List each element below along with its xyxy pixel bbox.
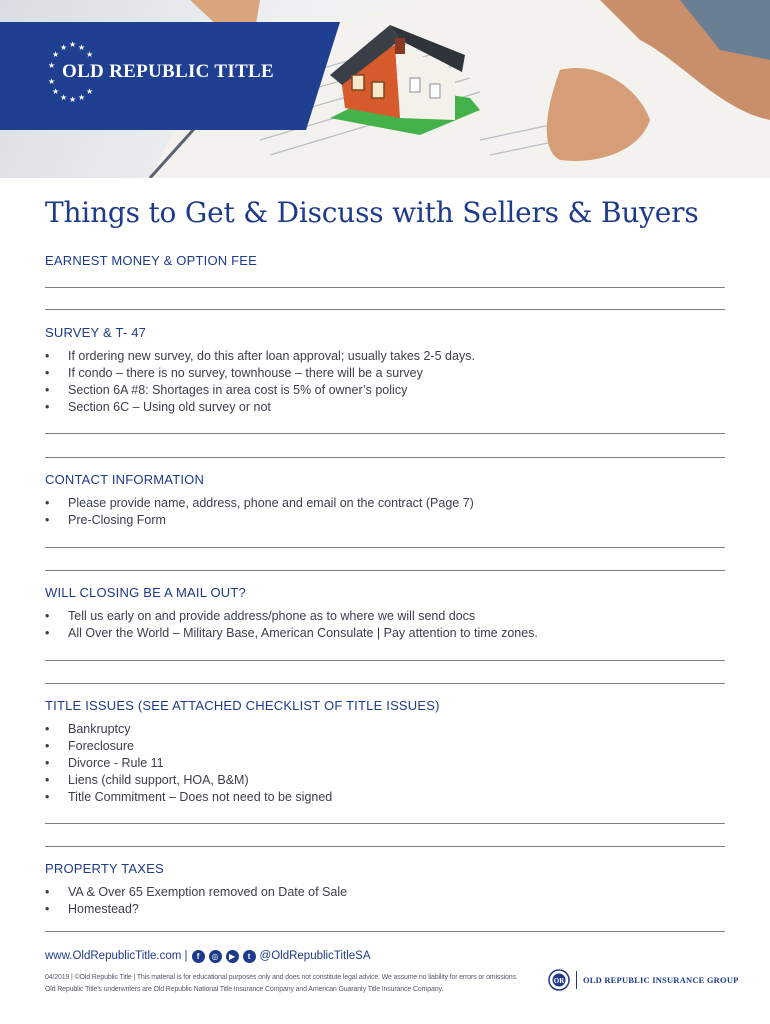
seal-icon bbox=[548, 969, 570, 991]
insurance-group-name: OLD REPUBLIC INSURANCE GROUP bbox=[583, 975, 739, 985]
list-item: • Title Commitment – Does not need to be signed bbox=[45, 789, 725, 806]
website-link[interactable]: www.OldRepublicTitle.com | bbox=[45, 950, 188, 962]
divider bbox=[45, 683, 725, 684]
section-heading: WILL CLOSING BE A MAIL OUT? bbox=[45, 585, 246, 600]
section-heading: CONTACT INFORMATION bbox=[45, 472, 205, 487]
list-item: • If ordering new survey, do this after loan approval; usually takes 2-5 days. bbox=[45, 348, 725, 365]
divider bbox=[45, 433, 725, 434]
svg-text:★: ★ bbox=[60, 43, 68, 52]
disclaimer bbox=[45, 972, 518, 996]
list-item: • Homestead? bbox=[45, 901, 725, 918]
company-logo-text: OLD REPUBLIC TITLE bbox=[62, 61, 274, 82]
divider bbox=[45, 457, 725, 458]
svg-text:★: ★ bbox=[86, 50, 94, 59]
divider bbox=[45, 547, 725, 548]
list-item: • Bankruptcy bbox=[45, 721, 725, 738]
list-item: • Tell us early on and provide address/phone as to where we will send docs bbox=[45, 608, 725, 625]
list-item: • Pre-Closing Form bbox=[45, 512, 725, 529]
twitter-icon[interactable]: t bbox=[243, 950, 256, 963]
bullet-list bbox=[45, 721, 725, 806]
list-item: • VA & Over 65 Exemption removed on Date of Sale bbox=[45, 884, 725, 901]
bullet-list bbox=[45, 348, 725, 416]
instagram-icon[interactable]: ◎ bbox=[209, 950, 222, 963]
svg-text:★: ★ bbox=[78, 93, 86, 102]
svg-text:★: ★ bbox=[52, 50, 60, 59]
bullet-list bbox=[45, 608, 725, 642]
bullet-list bbox=[45, 884, 725, 918]
section-earnest-money bbox=[45, 252, 725, 270]
svg-text:★: ★ bbox=[78, 43, 86, 52]
facebook-icon[interactable]: f bbox=[192, 950, 205, 963]
disclaimer-line: Old Republic Title’s underwriters are Old Republic National Title Insurance Company and American Guaranty Title Insurance Company. bbox=[45, 986, 444, 993]
divider bbox=[45, 309, 725, 310]
hero-image bbox=[0, 0, 770, 178]
section-property-taxes bbox=[45, 860, 725, 918]
disclaimer-line: 04/2019 | ©Old Republic Title | This material is for educational purposes only and does not constitute legal advice. We assume no liability for errors or omissions. bbox=[45, 974, 518, 981]
list-item: • Section 6A #8: Shortages in area cost is 5% of owner’s policy bbox=[45, 382, 725, 399]
divider bbox=[45, 846, 725, 847]
svg-text:★: ★ bbox=[52, 87, 60, 96]
svg-text:OR: OR bbox=[553, 977, 565, 985]
footer-links bbox=[45, 947, 371, 965]
social-handle[interactable]: @OldRepublicTitleSA bbox=[259, 950, 371, 962]
svg-text:★: ★ bbox=[69, 95, 77, 102]
svg-text:★: ★ bbox=[60, 93, 68, 102]
divider bbox=[45, 931, 725, 932]
list-item: • Liens (child support, HOA, B&M) bbox=[45, 772, 725, 789]
svg-text:★: ★ bbox=[48, 77, 56, 86]
section-mail-out bbox=[45, 584, 725, 642]
list-item: • Section 6C – Using old survey or not bbox=[45, 399, 725, 416]
youtube-icon[interactable]: ▶ bbox=[226, 950, 239, 963]
page-title: Things to Get & Discuss with Sellers & Buyers bbox=[45, 196, 699, 229]
list-item: • All Over the World – Military Base, American Consulate | Pay attention to time zones. bbox=[45, 625, 725, 642]
svg-text:★: ★ bbox=[48, 61, 56, 70]
svg-text:★: ★ bbox=[86, 87, 94, 96]
list-item: • If condo – there is no survey, townhouse – there will be a survey bbox=[45, 365, 725, 382]
divider bbox=[45, 823, 725, 824]
insurance-group-logo bbox=[548, 969, 739, 991]
section-title-issues bbox=[45, 697, 725, 806]
divider bbox=[45, 287, 725, 288]
list-item: • Please provide name, address, phone and email on the contract (Page 7) bbox=[45, 495, 725, 512]
section-heading: EARNEST MONEY & OPTION FEE bbox=[45, 253, 258, 268]
section-heading: SURVEY & T- 47 bbox=[45, 325, 147, 340]
svg-text:★: ★ bbox=[69, 40, 77, 49]
list-item: • Divorce - Rule 11 bbox=[45, 755, 725, 772]
bullet-list bbox=[45, 495, 725, 529]
list-item: • Foreclosure bbox=[45, 738, 725, 755]
divider bbox=[45, 570, 725, 571]
divider bbox=[45, 660, 725, 661]
section-contact bbox=[45, 471, 725, 529]
section-heading: PROPERTY TAXES bbox=[45, 861, 164, 876]
section-survey bbox=[45, 324, 725, 416]
section-heading: TITLE ISSUES (SEE ATTACHED CHECKLIST OF TITLE ISSUES) bbox=[45, 698, 440, 713]
